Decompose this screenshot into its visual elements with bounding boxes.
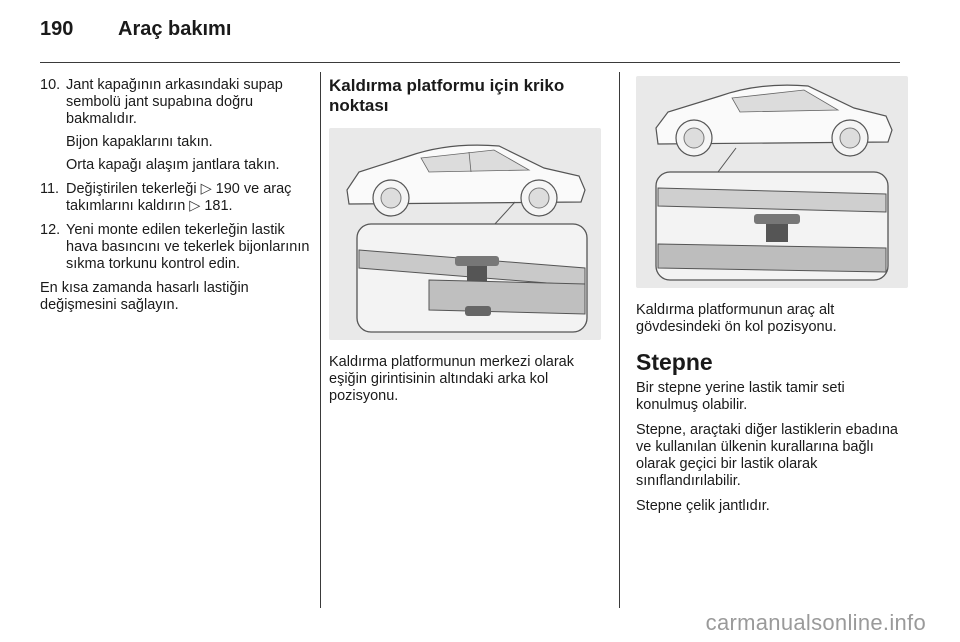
step-number: 12. xyxy=(40,222,61,238)
page-title: Araç bakımı xyxy=(118,18,232,40)
column-left xyxy=(40,77,312,322)
step-text-part: ve araç takımlarını kaldırın xyxy=(66,181,292,214)
page-number: 190 xyxy=(40,18,74,40)
body-paragraph: Stepne, araçtaki diğer lastiklerin ebadına ve kullanılan ülkenin kurallarına bağlı olarak geçici bir lastik olarak sınıflandırılabilir. xyxy=(636,422,898,489)
step-number: 11. xyxy=(40,181,60,197)
step-text-part: . xyxy=(228,198,233,214)
step-10 xyxy=(40,77,312,174)
step-number: 10. xyxy=(40,77,61,93)
closing-paragraph: En kısa zamanda hasarlı lastiğin değişmesini sağlayın. xyxy=(40,280,249,313)
column-right xyxy=(636,76,908,523)
step-12 xyxy=(40,222,312,273)
column-middle xyxy=(329,76,601,413)
section-title: Stepne xyxy=(636,349,713,375)
page-reference-link[interactable]: 181 xyxy=(204,198,229,214)
figure-caption: Kaldırma platformunun araç alt gövdesindeki ön kol pozisyonu. xyxy=(636,302,837,335)
step-text: Jant kapağının arkasındaki supap sembolü jant supabına doğru bakmalıdır. xyxy=(66,77,283,127)
page-reference-arrow-icon: ▷ xyxy=(189,198,201,214)
step-text xyxy=(66,181,312,215)
step-11 xyxy=(40,181,312,215)
front-lift-point-illustration xyxy=(636,76,908,288)
step-text: Orta kapağı alaşım jantlara takın. xyxy=(66,157,280,173)
page-header xyxy=(40,18,910,58)
column-divider-2 xyxy=(619,72,620,608)
column-divider-1 xyxy=(320,72,321,608)
figure-caption: Kaldırma platformunun merkezi olarak eşiğin girintisinin altındaki arka kol pozisyonu. xyxy=(329,354,574,404)
page-reference-arrow-icon: ▷ xyxy=(200,181,212,197)
site-watermark: carmanualsonline.info xyxy=(705,610,926,635)
rear-lift-point-illustration xyxy=(329,128,601,340)
body-paragraph: Bir stepne yerine lastik tamir seti konulmuş olabilir. xyxy=(636,380,845,413)
section-heading: Kaldırma platformu için kriko noktası xyxy=(329,76,565,115)
page-reference-link[interactable]: 190 xyxy=(215,181,240,197)
header-divider xyxy=(40,62,900,63)
step-text: Yeni monte edilen tekerleğin lastik hava basıncını ve tekerlek bijonlarının sıkma torkunu kontrol edin. xyxy=(66,222,310,272)
step-text-part: Değiştirilen tekerleği xyxy=(66,181,197,197)
step-text: Bijon kapaklarını takın. xyxy=(66,134,213,150)
body-paragraph: Stepne çelik jantlıdır. xyxy=(636,498,770,514)
